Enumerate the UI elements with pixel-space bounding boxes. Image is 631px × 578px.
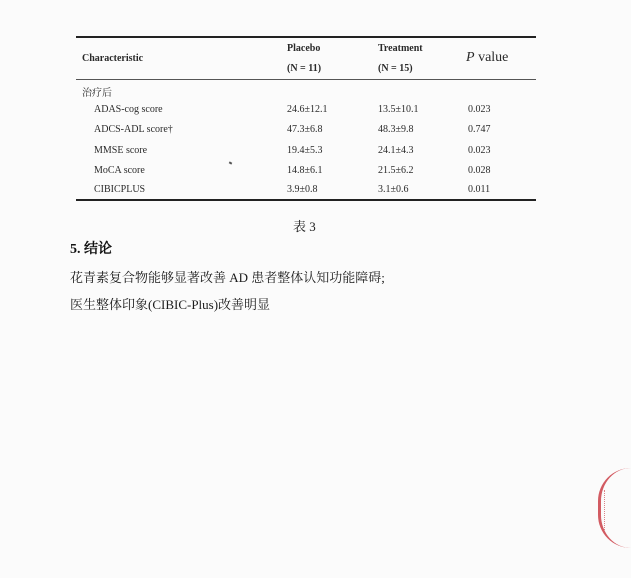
row-p-value: 0.747: [468, 124, 491, 135]
header-p-italic: P: [466, 50, 475, 65]
row-name: MMSE score: [94, 145, 148, 156]
row-name: MoCA score: [94, 165, 145, 176]
table-top-rule: [76, 36, 536, 38]
header-p-rest: value: [474, 50, 509, 65]
seal-stamp: [598, 468, 631, 548]
row-name: ADCS-ADL score†: [94, 124, 173, 135]
table-caption: 表 3: [293, 219, 316, 234]
seal-stamp-dots: [604, 490, 611, 530]
table-header-rule: [76, 79, 536, 80]
row-treatment: 13.5±10.1: [378, 104, 419, 115]
row-name: CIBICPLUS: [94, 184, 146, 195]
header-p-value: [466, 50, 508, 66]
section-label: 治疗后: [82, 88, 112, 99]
header-treatment-n: (N = 15): [378, 63, 413, 74]
header-placebo: Placebo: [287, 43, 321, 54]
table-bottom-rule: [76, 199, 536, 201]
row-placebo: 24.6±12.1: [287, 104, 328, 115]
row-treatment: 24.1±4.3: [378, 145, 414, 156]
conclusion-line-1: 花青素复合物能够显著改善 AD 患者整体认知功能障碍;: [70, 270, 385, 285]
section-heading: 5. 结论: [70, 242, 112, 257]
row-p-value: 0.023: [468, 145, 491, 156]
row-treatment: 3.1±0.6: [378, 184, 409, 195]
row-treatment: 21.5±6.2: [378, 165, 414, 176]
header-characteristic: Characteristic: [82, 53, 144, 64]
conclusion-line-2: 医生整体印象(CIBIC-Plus)改善明显: [70, 297, 271, 312]
header-placebo-n: (N = 11): [287, 63, 322, 74]
row-name: ADAS-cog score: [94, 104, 163, 115]
row-placebo: 3.9±0.8: [287, 184, 318, 195]
row-placebo: 14.8±6.1: [287, 165, 323, 176]
row-p-value: 0.011: [468, 184, 491, 195]
row-p-value: 0.023: [468, 104, 491, 115]
header-treatment: Treatment: [378, 43, 423, 54]
row-placebo: 19.4±5.3: [287, 145, 323, 156]
row-placebo: 47.3±6.8: [287, 124, 323, 135]
scan-speck: [229, 161, 233, 164]
row-p-value: 0.028: [468, 165, 491, 176]
row-treatment: 48.3±9.8: [378, 124, 414, 135]
